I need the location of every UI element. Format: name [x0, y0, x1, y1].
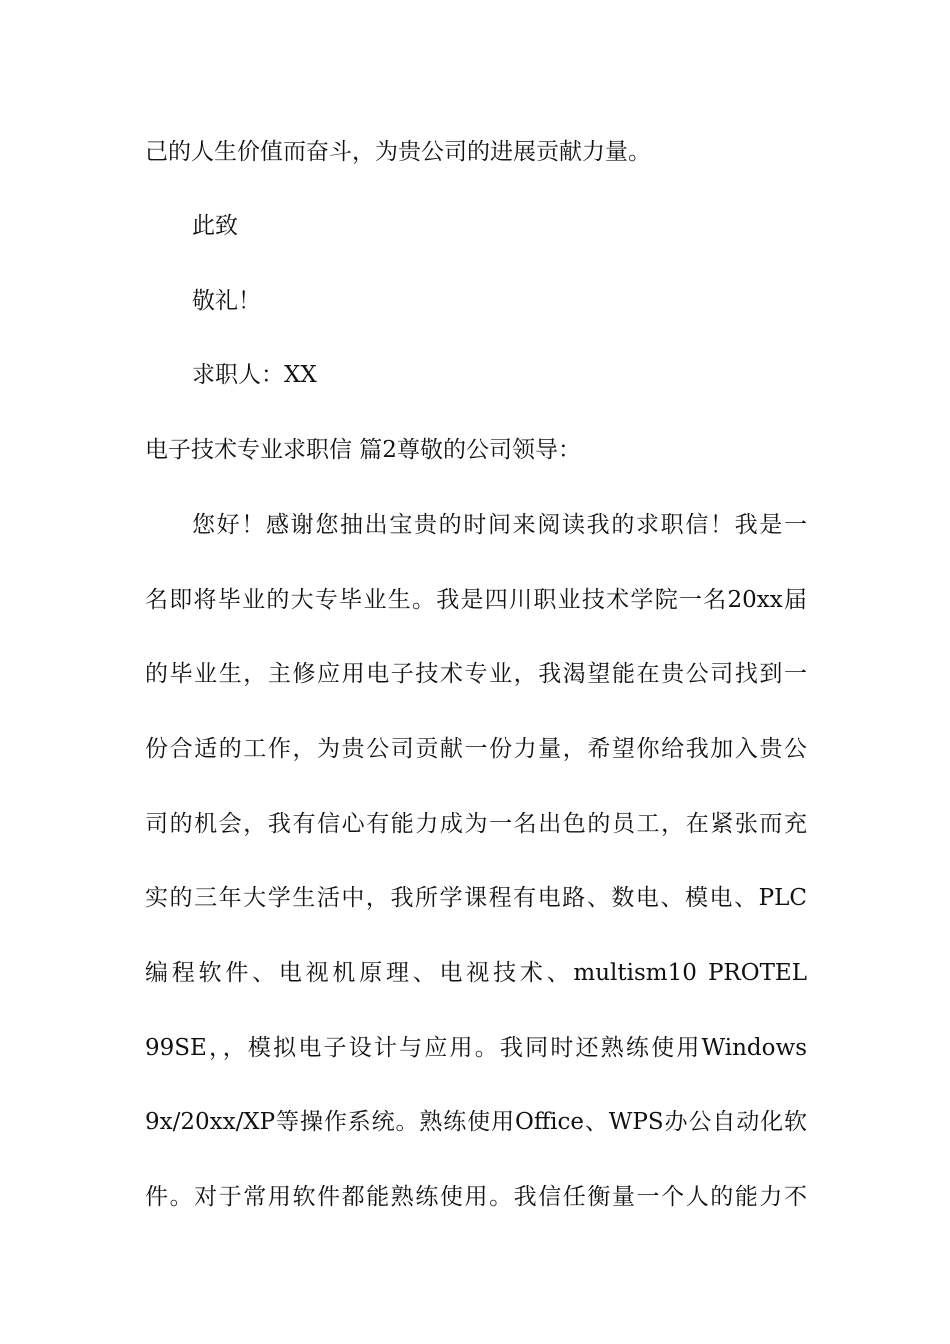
text-line: 编程软件、电视机原理、电视技术、multism10 PROTEL: [145, 960, 807, 986]
text-line: 份合适的工作，为贵公司贡献一份力量，希望你给我加入贵公: [145, 736, 807, 762]
applicant-signature: 求职人：XX: [192, 362, 317, 388]
text-line: 的毕业生，主修应用电子技术专业，我渴望能在贵公司找到一: [145, 661, 807, 687]
section-heading: 电子技术专业求职信 篇2尊敬的公司领导：: [145, 437, 581, 463]
closing-regards: 敬礼！: [192, 288, 261, 314]
text-line: 司的机会，我有信心有能力成为一名出色的员工，在紧张而充: [145, 811, 807, 837]
text-line: 己的人生价值而奋斗，为贵公司的进展贡献力量。: [145, 139, 651, 165]
text-line: 实的三年大学生活中，我所学课程有电路、数电、模电、PLC: [145, 885, 807, 911]
text-line: 9x/20xx/XP等操作系统。熟练使用Office、WPS办公自动化软: [145, 1109, 807, 1135]
closing-salutation: 此致: [192, 213, 238, 239]
text-line: 名即将毕业的大专毕业生。我是四川职业技术学院一名20xx届: [145, 587, 807, 613]
text-line: 99SE，，模拟电子设计与应用。我同时还熟练使用Windows: [145, 1035, 807, 1061]
text-line: 您好！感谢您抽出宝贵的时间来阅读我的求职信！我是一: [192, 512, 807, 538]
text-line: 件。对于常用软件都能熟练使用。我信任衡量一个人的能力不: [145, 1184, 807, 1210]
